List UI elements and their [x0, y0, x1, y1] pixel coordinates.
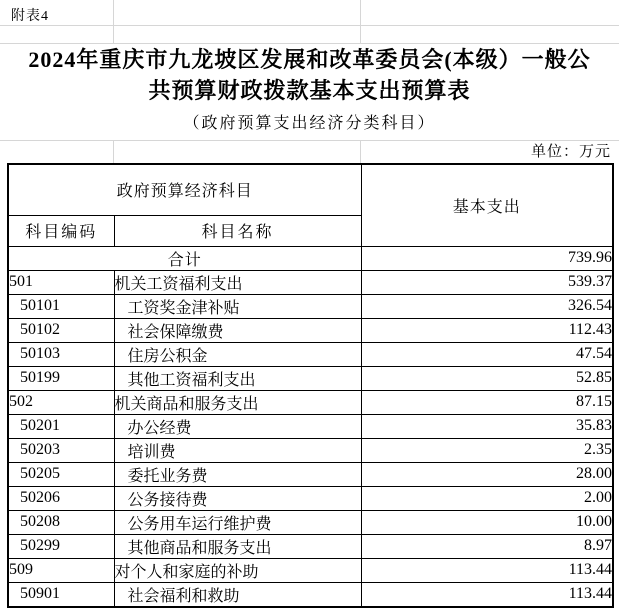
table-row [8, 294, 613, 318]
subject-name-cell: 机关商品和服务支出 [114, 390, 361, 414]
table-header [8, 164, 613, 246]
table-row [8, 342, 613, 366]
page-title-line-2: 共预算财政拨款基本支出预算表 [148, 78, 471, 103]
subject-name-cell: 委托业务费 [114, 462, 361, 486]
subject-code-cell: 50199 [8, 366, 114, 390]
attachment-tag: 附表4 [11, 9, 49, 24]
amount-cell: 112.43 [361, 318, 613, 342]
amount-cell: 28.00 [361, 462, 613, 486]
table-row [8, 510, 613, 534]
subject-name-cell: 公务用车运行维护费 [114, 510, 361, 534]
subject-code-cell: 50101 [8, 294, 114, 318]
subject-name-cell: 住房公积金 [114, 342, 361, 366]
budget-table [7, 163, 614, 608]
subject-code-cell: 502 [8, 390, 114, 414]
subject-name-cell: 机关工资福利支出 [114, 270, 361, 294]
unit-label: 单位：万元 [530, 144, 611, 160]
subject-name-cell: 其他工资福利支出 [114, 366, 361, 390]
subject-code-cell: 509 [8, 558, 114, 582]
header-subject-name: 科目名称 [114, 215, 361, 246]
amount-cell: 35.83 [361, 414, 613, 438]
table-row [8, 462, 613, 486]
faint-gridline [360, 140, 361, 163]
subject-code-cell: 50901 [8, 582, 114, 607]
table-row [8, 390, 613, 414]
subject-name-cell: 社会保障缴费 [114, 318, 361, 342]
amount-cell: 2.35 [361, 438, 613, 462]
faint-gridline [113, 0, 114, 43]
amount-cell: 8.97 [361, 534, 613, 558]
subject-name-cell: 其他商品和服务支出 [114, 534, 361, 558]
amount-cell: 326.54 [361, 294, 613, 318]
table-row [8, 318, 613, 342]
subject-name-cell: 公务接待费 [114, 486, 361, 510]
amount-cell: 113.44 [361, 558, 613, 582]
page-subtitle: （政府预算支出经济分类科目） [183, 115, 436, 132]
amount-cell: 47.54 [361, 342, 613, 366]
table-row [8, 534, 613, 558]
amount-cell: 87.15 [361, 390, 613, 414]
subject-code-cell: 50203 [8, 438, 114, 462]
table-row [8, 438, 613, 462]
faint-gridline [360, 0, 361, 43]
subject-code-cell: 50299 [8, 534, 114, 558]
header-basic-expenditure: 基本支出 [361, 164, 613, 246]
faint-gridline [113, 140, 114, 163]
table-row [8, 558, 613, 582]
amount-cell: 539.37 [361, 270, 613, 294]
subject-code-cell: 50208 [8, 510, 114, 534]
amount-cell: 113.44 [361, 582, 613, 607]
table-row [8, 366, 613, 390]
subject-code-cell: 501 [8, 270, 114, 294]
total-amount-cell: 739.96 [361, 246, 613, 270]
subject-code-cell: 50102 [8, 318, 114, 342]
table-body [8, 246, 613, 607]
subject-name-cell: 工资奖金津补贴 [114, 294, 361, 318]
table-row [8, 414, 613, 438]
faint-gridline [0, 25, 619, 26]
subject-name-cell: 社会福利和救助 [114, 582, 361, 607]
subject-code-cell: 50201 [8, 414, 114, 438]
page-title-line-1: 2024年重庆市九龙坡区发展和改革委员会(本级）一般公 [28, 47, 591, 72]
subject-name-cell: 办公经费 [114, 414, 361, 438]
amount-cell: 52.85 [361, 366, 613, 390]
amount-cell: 2.00 [361, 486, 613, 510]
subject-code-cell: 50205 [8, 462, 114, 486]
subject-code-cell: 50103 [8, 342, 114, 366]
total-row [8, 246, 613, 270]
table-row [8, 270, 613, 294]
amount-cell: 10.00 [361, 510, 613, 534]
subject-name-cell: 对个人和家庭的补助 [114, 558, 361, 582]
subject-name-cell: 培训费 [114, 438, 361, 462]
header-subject-code: 科目编码 [8, 215, 114, 246]
table-row [8, 582, 613, 607]
header-government-budget-subject: 政府预算经济科目 [8, 164, 361, 215]
subject-code-cell: 50206 [8, 486, 114, 510]
table-row [8, 486, 613, 510]
faint-gridline [0, 140, 619, 141]
page-title [0, 44, 619, 106]
total-label-cell: 合计 [8, 246, 361, 270]
